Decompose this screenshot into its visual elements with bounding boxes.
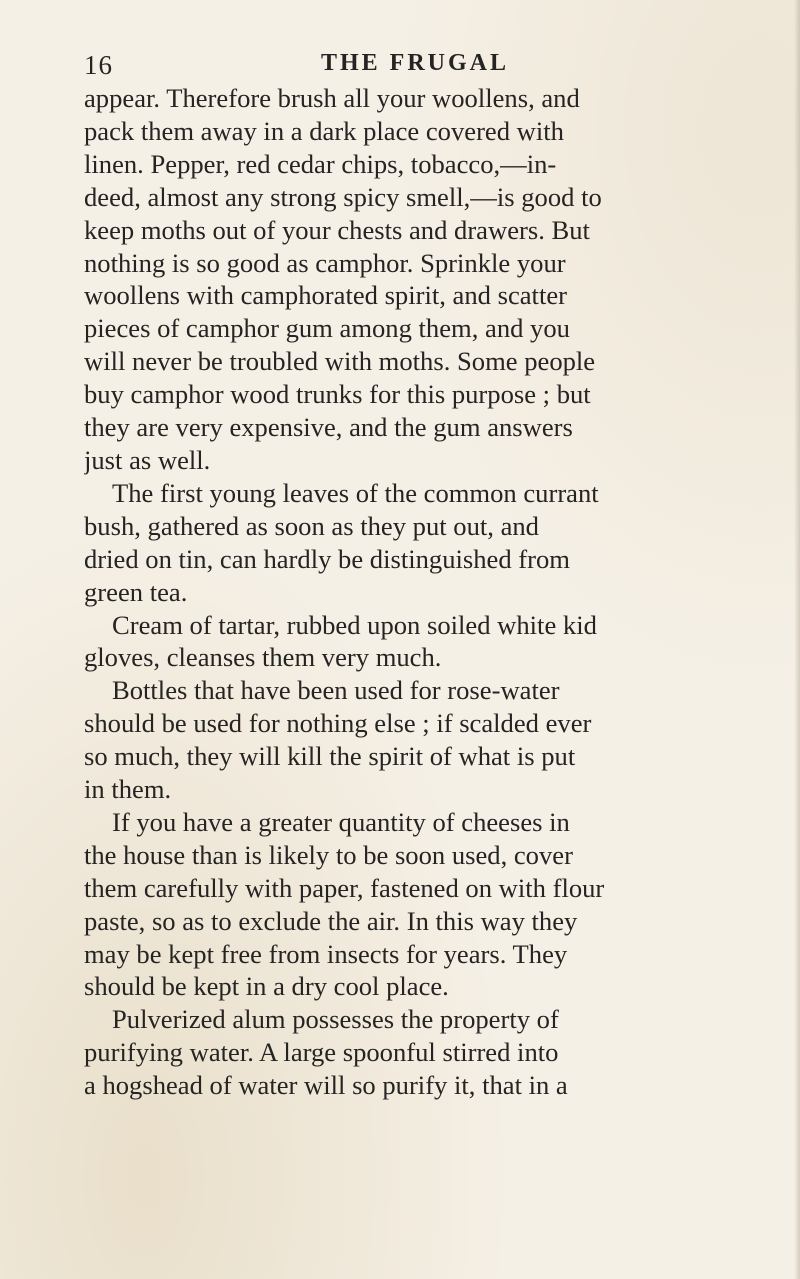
running-head: THE FRUGAL — [321, 50, 510, 76]
page-edge-shadow — [794, 0, 800, 1279]
text-line: keep moths out of your chests and drawers. But — [84, 214, 590, 245]
text-line: gloves, cleanses them very much. — [84, 642, 442, 673]
text-line: Pulverized alum possesses the property of — [112, 1004, 559, 1035]
body-text — [84, 82, 784, 1102]
text-line: should be kept in a dry cool place. — [84, 971, 449, 1002]
text-line: appear. Therefore brush all your woollens, and — [84, 83, 580, 113]
text-line: Bottles that have been used for rose-water — [112, 675, 560, 706]
page-number: 16 — [84, 50, 113, 80]
text-line: a hogshead of water will so purify it, that in a — [84, 1070, 568, 1101]
text-line: The first young leaves of the common currant — [112, 477, 599, 508]
text-line: purifying water. A large spoonful stirred into — [84, 1037, 559, 1068]
text-line: pieces of camphor gum among them, and you — [84, 313, 570, 344]
text-line: should be used for nothing else ; if scalded ever — [84, 708, 592, 739]
paragraph-cheeses — [84, 806, 784, 1003]
paragraph-cream-of-tartar — [84, 609, 784, 675]
text-line: just as well. — [84, 444, 211, 475]
text-line: may be kept free from insects for years. They — [84, 938, 568, 969]
text-line: them carefully with paper, fastened on with flour — [84, 872, 605, 903]
text-line: nothing is so good as camphor. Sprinkle your — [84, 247, 566, 278]
text-line: linen. Pepper, red cedar chips, tobacco,—in- — [84, 148, 557, 179]
text-line: in them. — [84, 774, 172, 805]
text-line: bush, gathered as soon as they put out, and — [84, 510, 539, 541]
paragraph-woollens — [84, 82, 784, 477]
paragraph-alum — [84, 1003, 784, 1102]
text-line: Cream of tartar, rubbed upon soiled white kid — [112, 609, 597, 640]
text-line: the house than is likely to be soon used, cover — [84, 839, 573, 870]
text-line: green tea. — [84, 576, 188, 607]
page-header — [84, 50, 716, 86]
text-line: woollens with camphorated spirit, and scatter — [84, 280, 567, 311]
text-line: will never be troubled with moths. Some people — [84, 346, 596, 377]
text-line: so much, they will kill the spirit of what is put — [84, 741, 576, 772]
text-line: paste, so as to exclude the air. In this way they — [84, 905, 578, 936]
text-line: deed, almost any strong spicy smell,—is good to — [84, 181, 602, 212]
text-line: If you have a greater quantity of cheeses in — [112, 806, 570, 837]
text-line: buy camphor wood trunks for this purpose ; but — [84, 379, 591, 410]
paragraph-bottles — [84, 674, 784, 806]
text-line: pack them away in a dark place covered with — [84, 115, 564, 146]
text-line: dried on tin, can hardly be distinguished from — [84, 543, 570, 574]
paragraph-currant-leaves — [84, 477, 784, 609]
text-line: they are very expensive, and the gum answers — [84, 412, 573, 443]
